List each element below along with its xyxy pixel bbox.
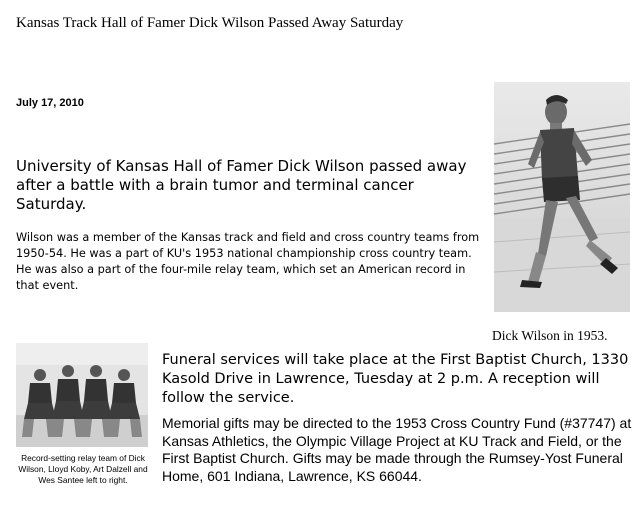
relay-team-photo-caption: Record-setting relay team of Dick Wilson, Lloyd Koby, Art Dalzell and Wes Santee left to right. xyxy=(18,453,148,485)
memorial-paragraph: Memorial gifts may be directed to the 1953 Cross Country Fund (#37747) at Kansas Athletics, the Olympic Village Project at KU Track and Field, or the First Baptist Church. Gifts may be made through the Rumsey-Yost Funeral Home, 601 Indiana, Lawrence, KS 66044. xyxy=(162,415,632,484)
article-title: Kansas Track Hall of Famer Dick Wilson Passed Away Saturday xyxy=(16,15,404,31)
funeral-paragraph: Funeral services will take place at the First Baptist Church, 1330 Kasold Drive in Lawrence, Tuesday at 2 p.m. A reception will follow the service. xyxy=(162,352,629,406)
runner-photo xyxy=(494,82,630,312)
article-date: July 17, 2010 xyxy=(16,97,84,109)
career-paragraph: Wilson was a member of the Kansas track and field and cross country teams from 1950-54. He was a part of KU's 1953 national championship cross country team. He was also a part of the four-mile relay team, which set an American record in that event. xyxy=(16,231,480,292)
relay-team-photo xyxy=(16,343,148,447)
runner-photo-caption: Dick Wilson in 1953. xyxy=(492,328,608,343)
lead-paragraph: University of Kansas Hall of Famer Dick Wilson passed away after a battle with a brain tumor and terminal cancer Saturday. xyxy=(16,157,467,213)
